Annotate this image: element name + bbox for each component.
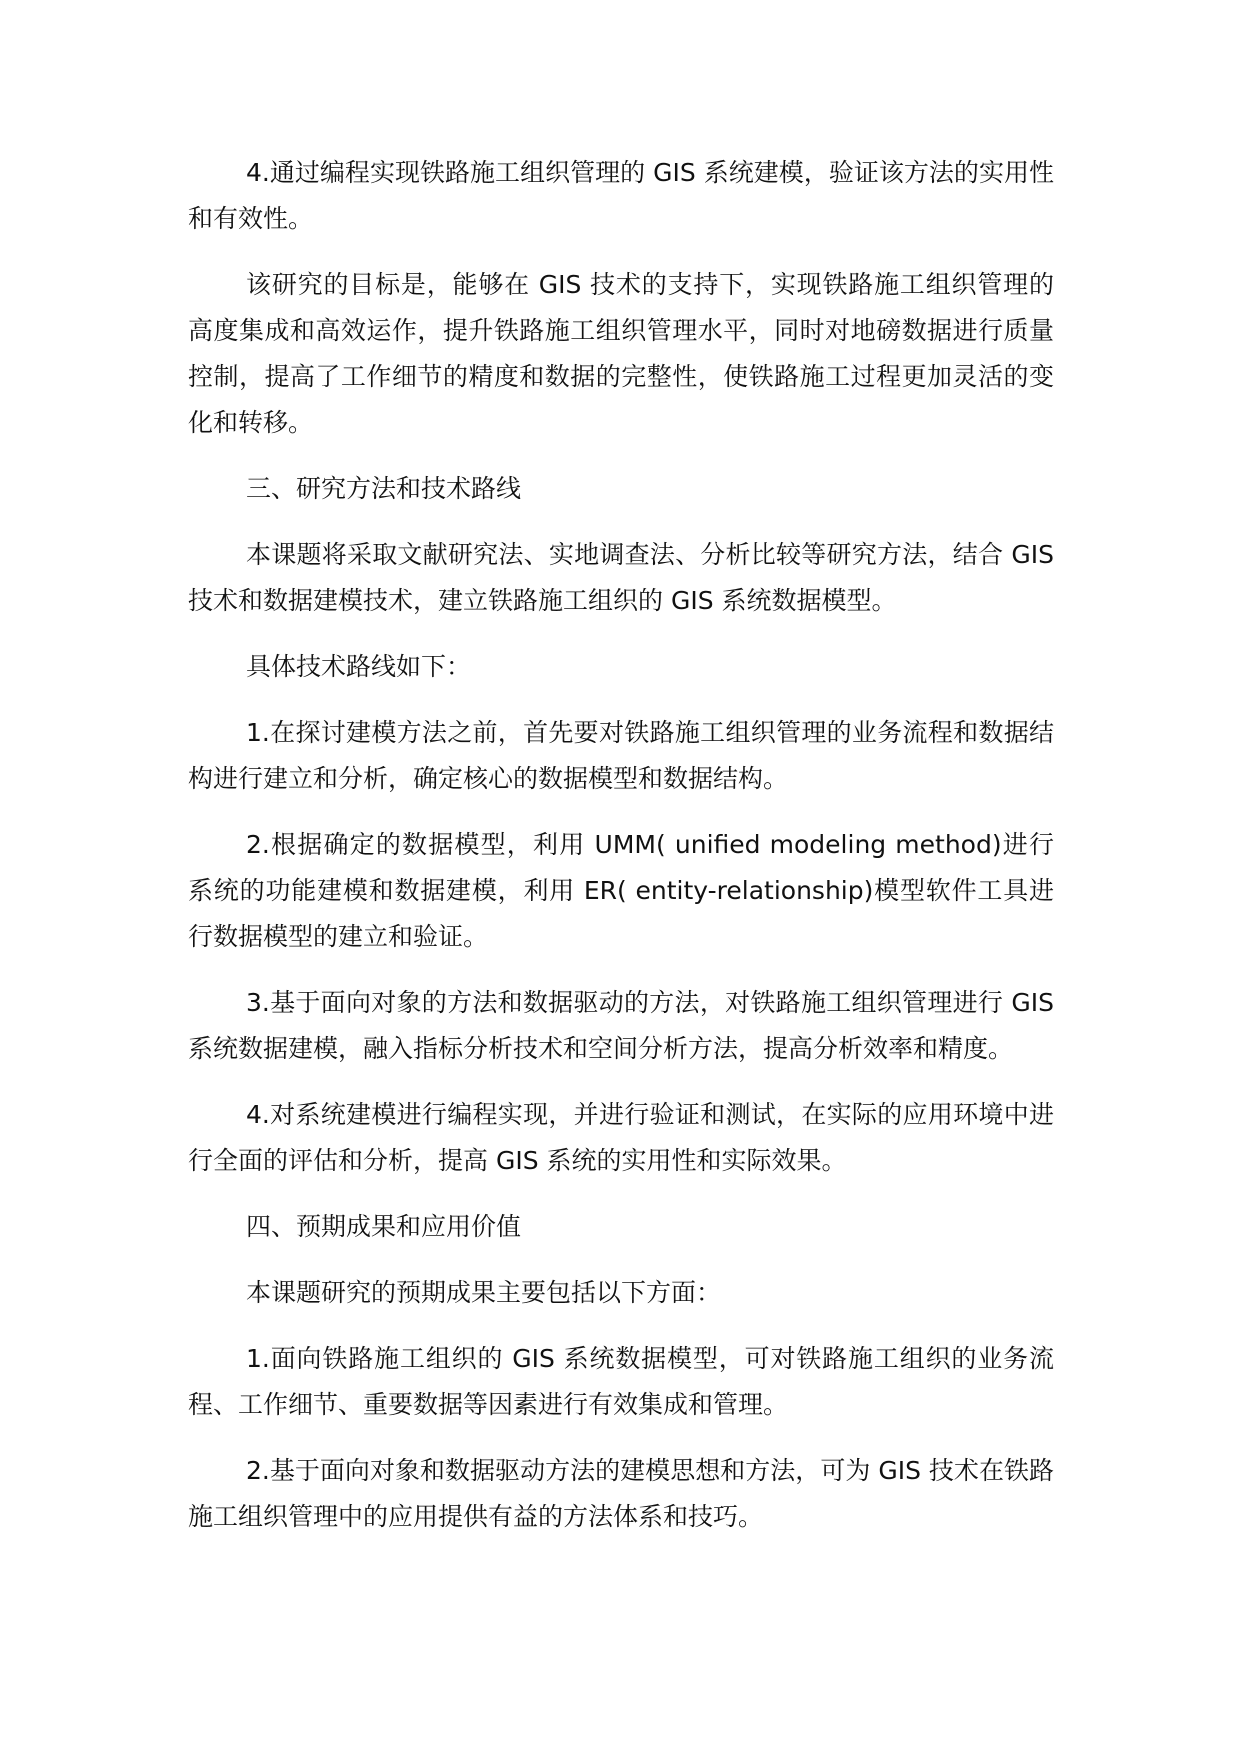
paragraph-item-4-programming: 4.通过编程实现铁路施工组织管理的 GIS 系统建模，验证该方法的实用性和有效性。 (188, 158, 1054, 233)
paragraph-route-step-3: 3.基于面向对象的方法和数据驱动的方法，对铁路施工组织管理进行 GIS 系统数据建模，融入指标分析技术和空间分析方法，提高分析效率和精度。 (188, 988, 1054, 1063)
paragraph-outcome-1: 1.面向铁路施工组织的 GIS 系统数据模型，可对铁路施工组织的业务流程、工作细节、重要数据等因素进行有效集成和管理。 (188, 1344, 1054, 1419)
paragraph-route-step-2: 2.根据确定的数据模型，利用 UMM( unified modeling method)进行系统的功能建模和数据建模，利用 ER( entity-relationship)模型软件工具进行数据模型的建立和验证。 (188, 830, 1054, 951)
document-body (188, 150, 1054, 1560)
paragraph-outcome-2: 2.基于面向对象和数据驱动方法的建模思想和方法，可为 GIS 技术在铁路施工组织管理中的应用提供有益的方法体系和技巧。 (188, 1456, 1054, 1531)
paragraph-methods-intro: 本课题将采取文献研究法、实地调查法、分析比较等研究方法，结合 GIS 技术和数据建模技术，建立铁路施工组织的 GIS 系统数据模型。 (188, 540, 1054, 615)
paragraph-route-step-4: 4.对系统建模进行编程实现，并进行验证和测试，在实际的应用环境中进行全面的评估和分析，提高 GIS 系统的实用性和实际效果。 (188, 1100, 1054, 1175)
paragraph-research-goal: 该研究的目标是，能够在 GIS 技术的支持下，实现铁路施工组织管理的高度集成和高效运作，提升铁路施工组织管理水平，同时对地磅数据进行质量控制，提高了工作细节的精度和数据的完整性，使铁路施工过程更加灵活的变化和转移。 (188, 270, 1054, 437)
section-heading-outcomes: 四、预期成果和应用价值 (246, 1212, 522, 1241)
paragraph-outcomes-intro: 本课题研究的预期成果主要包括以下方面： (246, 1278, 722, 1307)
section-heading-methods: 三、研究方法和技术路线 (246, 474, 522, 503)
paragraph-route-intro: 具体技术路线如下： (246, 652, 472, 681)
paragraph-route-step-1: 1.在探讨建模方法之前，首先要对铁路施工组织管理的业务流程和数据结构进行建立和分析，确定核心的数据模型和数据结构。 (188, 718, 1054, 793)
